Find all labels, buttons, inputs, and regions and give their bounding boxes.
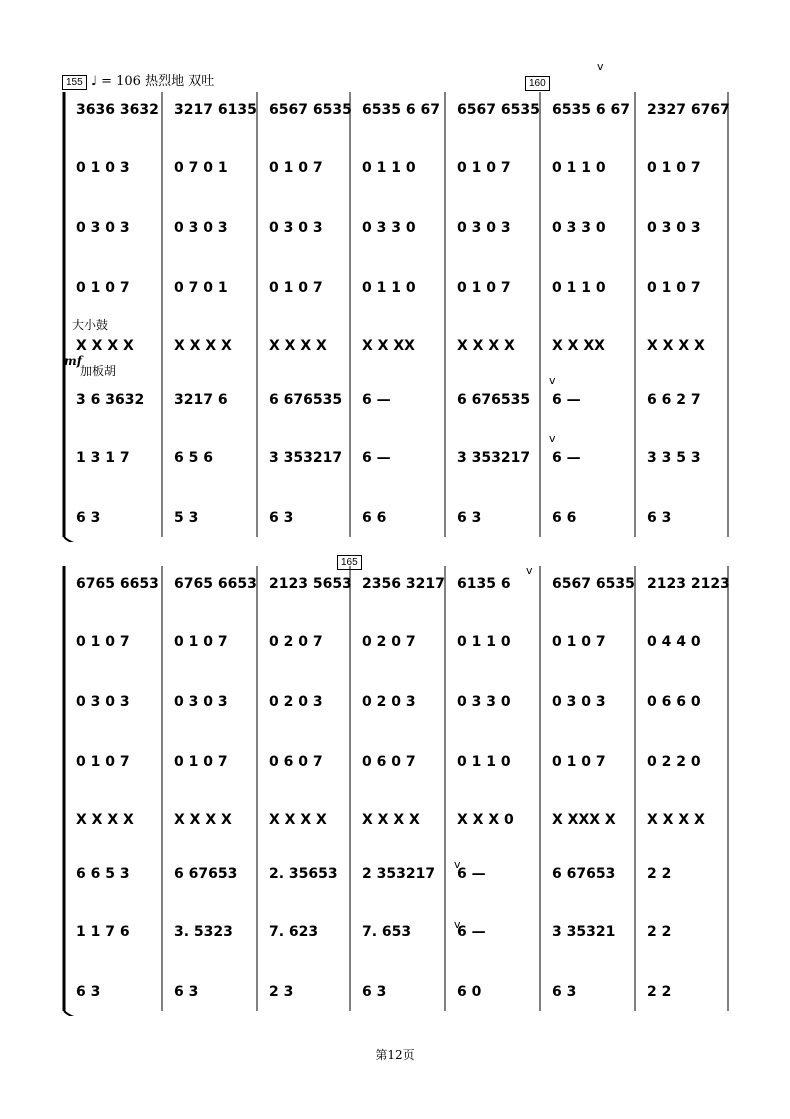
notation-cell: 6 6 (362, 510, 387, 526)
rehearsal-mark-165: 165 (337, 555, 362, 570)
notation-cell: 6 5 6 (174, 450, 213, 466)
notation-cell: 6 67653 (174, 866, 238, 882)
notation-cell: 0 3 3 0 (457, 694, 511, 710)
notation-cell: 6765 6653 (76, 576, 159, 592)
tempo-value: = 106 (101, 74, 141, 89)
notation-cell: 3. 5323 (174, 924, 233, 940)
bow-mark: v (454, 918, 461, 931)
notation-cell: 6 — (362, 450, 391, 466)
notation-cell: 0 7 0 1 (174, 280, 228, 296)
notation-cell: 0 1 0 7 (76, 754, 130, 770)
notation-cell: X X XX (362, 338, 415, 354)
notation-cell: 0 7 0 1 (174, 160, 228, 176)
notation-cell: 6 3 (362, 984, 387, 1000)
notation-cell: 0 3 0 3 (174, 220, 228, 236)
notation-cell: 6567 6535 (552, 576, 635, 592)
notation-cell: 0 6 0 7 (269, 754, 323, 770)
notation-cell: 6 — (552, 450, 581, 466)
dynamic-marking: mf (64, 354, 82, 368)
notation-cell: 6 3 (76, 984, 101, 1000)
notation-cell: 3 6 3632 (76, 392, 145, 408)
notation-cell: 3 353217 (457, 450, 531, 466)
notation-cell: 0 2 2 0 (647, 754, 701, 770)
rehearsal-mark-160: 160 (525, 76, 550, 91)
notation-cell: 0 1 0 7 (269, 280, 323, 296)
bow-mark: v (549, 432, 556, 445)
notation-cell: 0 3 0 3 (269, 220, 323, 236)
notation-cell: 2 2 (647, 866, 672, 882)
notation-cell: X X X X (457, 338, 515, 354)
notation-cell: 3217 6 (174, 392, 228, 408)
notation-cell: 3636 3632 (76, 102, 159, 118)
expression-text: 热烈地 双吐 (145, 74, 215, 89)
notation-cell: 0 1 1 0 (362, 280, 416, 296)
notation-cell: 0 1 1 0 (457, 634, 511, 650)
notation-cell: 6 — (552, 392, 581, 408)
notation-cell: 6 67653 (552, 866, 616, 882)
notation-cell: 0 2 0 7 (269, 634, 323, 650)
notation-cell: 0 1 0 3 (76, 160, 130, 176)
notation-cell: 0 1 0 7 (647, 280, 701, 296)
notation-cell: 0 1 0 7 (552, 634, 606, 650)
notation-cell: X X X X (174, 812, 232, 828)
notation-cell: 0 1 0 7 (457, 280, 511, 296)
notation-cell: 2. 35653 (269, 866, 338, 882)
notation-cell: 0 1 0 7 (647, 160, 701, 176)
notation-cell: 2 353217 (362, 866, 436, 882)
notation-cell: 0 6 6 0 (647, 694, 701, 710)
notation-cell: 3 353217 (269, 450, 343, 466)
notation-cell: 6 676535 (457, 392, 531, 408)
notation-cell: 6535 6 67 (552, 102, 630, 118)
notation-cell: 0 1 1 0 (552, 280, 606, 296)
tempo-marking (62, 70, 214, 90)
notation-cell: 0 3 3 0 (552, 220, 606, 236)
notation-cell: X X X X (269, 812, 327, 828)
notation-cell: 6567 6535 (457, 102, 540, 118)
notation-cell: 6 6 (552, 510, 577, 526)
notation-cell: X X X X (647, 812, 705, 828)
notation-cell: 0 1 0 7 (76, 280, 130, 296)
notation-cell: 0 2 0 3 (269, 694, 323, 710)
notation-cell: 2 2 (647, 984, 672, 1000)
notation-cell: 6 0 (457, 984, 482, 1000)
bow-mark: v (597, 60, 604, 73)
notation-cell: X X X X (76, 812, 134, 828)
notation-cell: 0 3 3 0 (362, 220, 416, 236)
notation-cell: X X X X (269, 338, 327, 354)
notation-cell: 3 35321 (552, 924, 616, 940)
notation-cell: X X X 0 (457, 812, 514, 828)
instrument-label: 加板胡 (80, 364, 117, 378)
page-number: 第12页 (375, 1048, 415, 1062)
notation-cell: 7. 623 (269, 924, 319, 940)
notation-cell: 0 6 0 7 (362, 754, 416, 770)
notation-cell: X X X X (76, 338, 134, 354)
notation-cell: X X XX (552, 338, 605, 354)
notation-cell: 0 1 0 7 (174, 634, 228, 650)
notation-cell: 6 6 2 7 (647, 392, 701, 408)
notation-cell: 0 1 0 7 (174, 754, 228, 770)
notation-cell: 2 2 (647, 924, 672, 940)
notation-cell: 0 2 0 3 (362, 694, 416, 710)
notation-cell: 6 — (457, 924, 486, 940)
notation-cell: 6 3 (647, 510, 672, 526)
notation-cell: 6 — (362, 392, 391, 408)
notation-cell: X X X X (174, 338, 232, 354)
notation-cell: 0 3 0 3 (174, 694, 228, 710)
quarter-note-icon: ♩ (90, 74, 97, 89)
notation-cell: 7. 653 (362, 924, 412, 940)
notation-cell: 0 1 1 0 (552, 160, 606, 176)
notation-cell: X X X X (362, 812, 420, 828)
notation-cell: 2123 2123 (647, 576, 730, 592)
notation-cell: X X X X (647, 338, 705, 354)
bow-mark: v (454, 858, 461, 871)
notation-cell: 6 6 5 3 (76, 866, 130, 882)
notation-cell: 6 3 (269, 510, 294, 526)
notation-cell: 5 3 (174, 510, 199, 526)
notation-cell: 2123 5653 (269, 576, 352, 592)
notation-cell: 0 3 0 3 (552, 694, 606, 710)
notation-cell: 6 676535 (269, 392, 343, 408)
notation-cell: 0 3 0 3 (76, 694, 130, 710)
notation-cell: 6135 6 (457, 576, 511, 592)
rehearsal-mark-155: 155 (62, 75, 87, 90)
notation-cell: 0 1 0 7 (269, 160, 323, 176)
percussion-label: 大小鼓 (72, 318, 109, 332)
notation-cell: 0 4 4 0 (647, 634, 701, 650)
notation-cell: 6 3 (552, 984, 577, 1000)
notation-cell: 0 3 0 3 (647, 220, 701, 236)
bow-mark: v (526, 564, 533, 577)
notation-cell: 2327 6767 (647, 102, 730, 118)
notation-cell: 1 1 7 6 (76, 924, 130, 940)
notation-cell: 0 2 0 7 (362, 634, 416, 650)
notation-cell: 6 3 (457, 510, 482, 526)
notation-cell: 0 1 1 0 (362, 160, 416, 176)
notation-cell: 1 3 1 7 (76, 450, 130, 466)
notation-cell: 0 3 0 3 (457, 220, 511, 236)
notation-cell: 3 3 5 3 (647, 450, 701, 466)
notation-cell: 6535 6 67 (362, 102, 440, 118)
notation-cell: 0 1 0 7 (552, 754, 606, 770)
notation-cell: 0 1 0 7 (76, 634, 130, 650)
notation-cell: 3217 6135 (174, 102, 257, 118)
notation-cell: X XXX X (552, 812, 616, 828)
notation-cell: 0 3 0 3 (76, 220, 130, 236)
notation-cell: 6765 6653 (174, 576, 257, 592)
notation-cell: 6 — (457, 866, 486, 882)
notation-cell: 0 1 1 0 (457, 754, 511, 770)
notation-cell: 6 3 (76, 510, 101, 526)
notation-cell: 2 3 (269, 984, 294, 1000)
notation-cell: 2356 3217 (362, 576, 445, 592)
notation-cell: 0 1 0 7 (457, 160, 511, 176)
notation-cell: 6 3 (174, 984, 199, 1000)
bow-mark: v (549, 374, 556, 387)
notation-cell: 6567 6535 (269, 102, 352, 118)
